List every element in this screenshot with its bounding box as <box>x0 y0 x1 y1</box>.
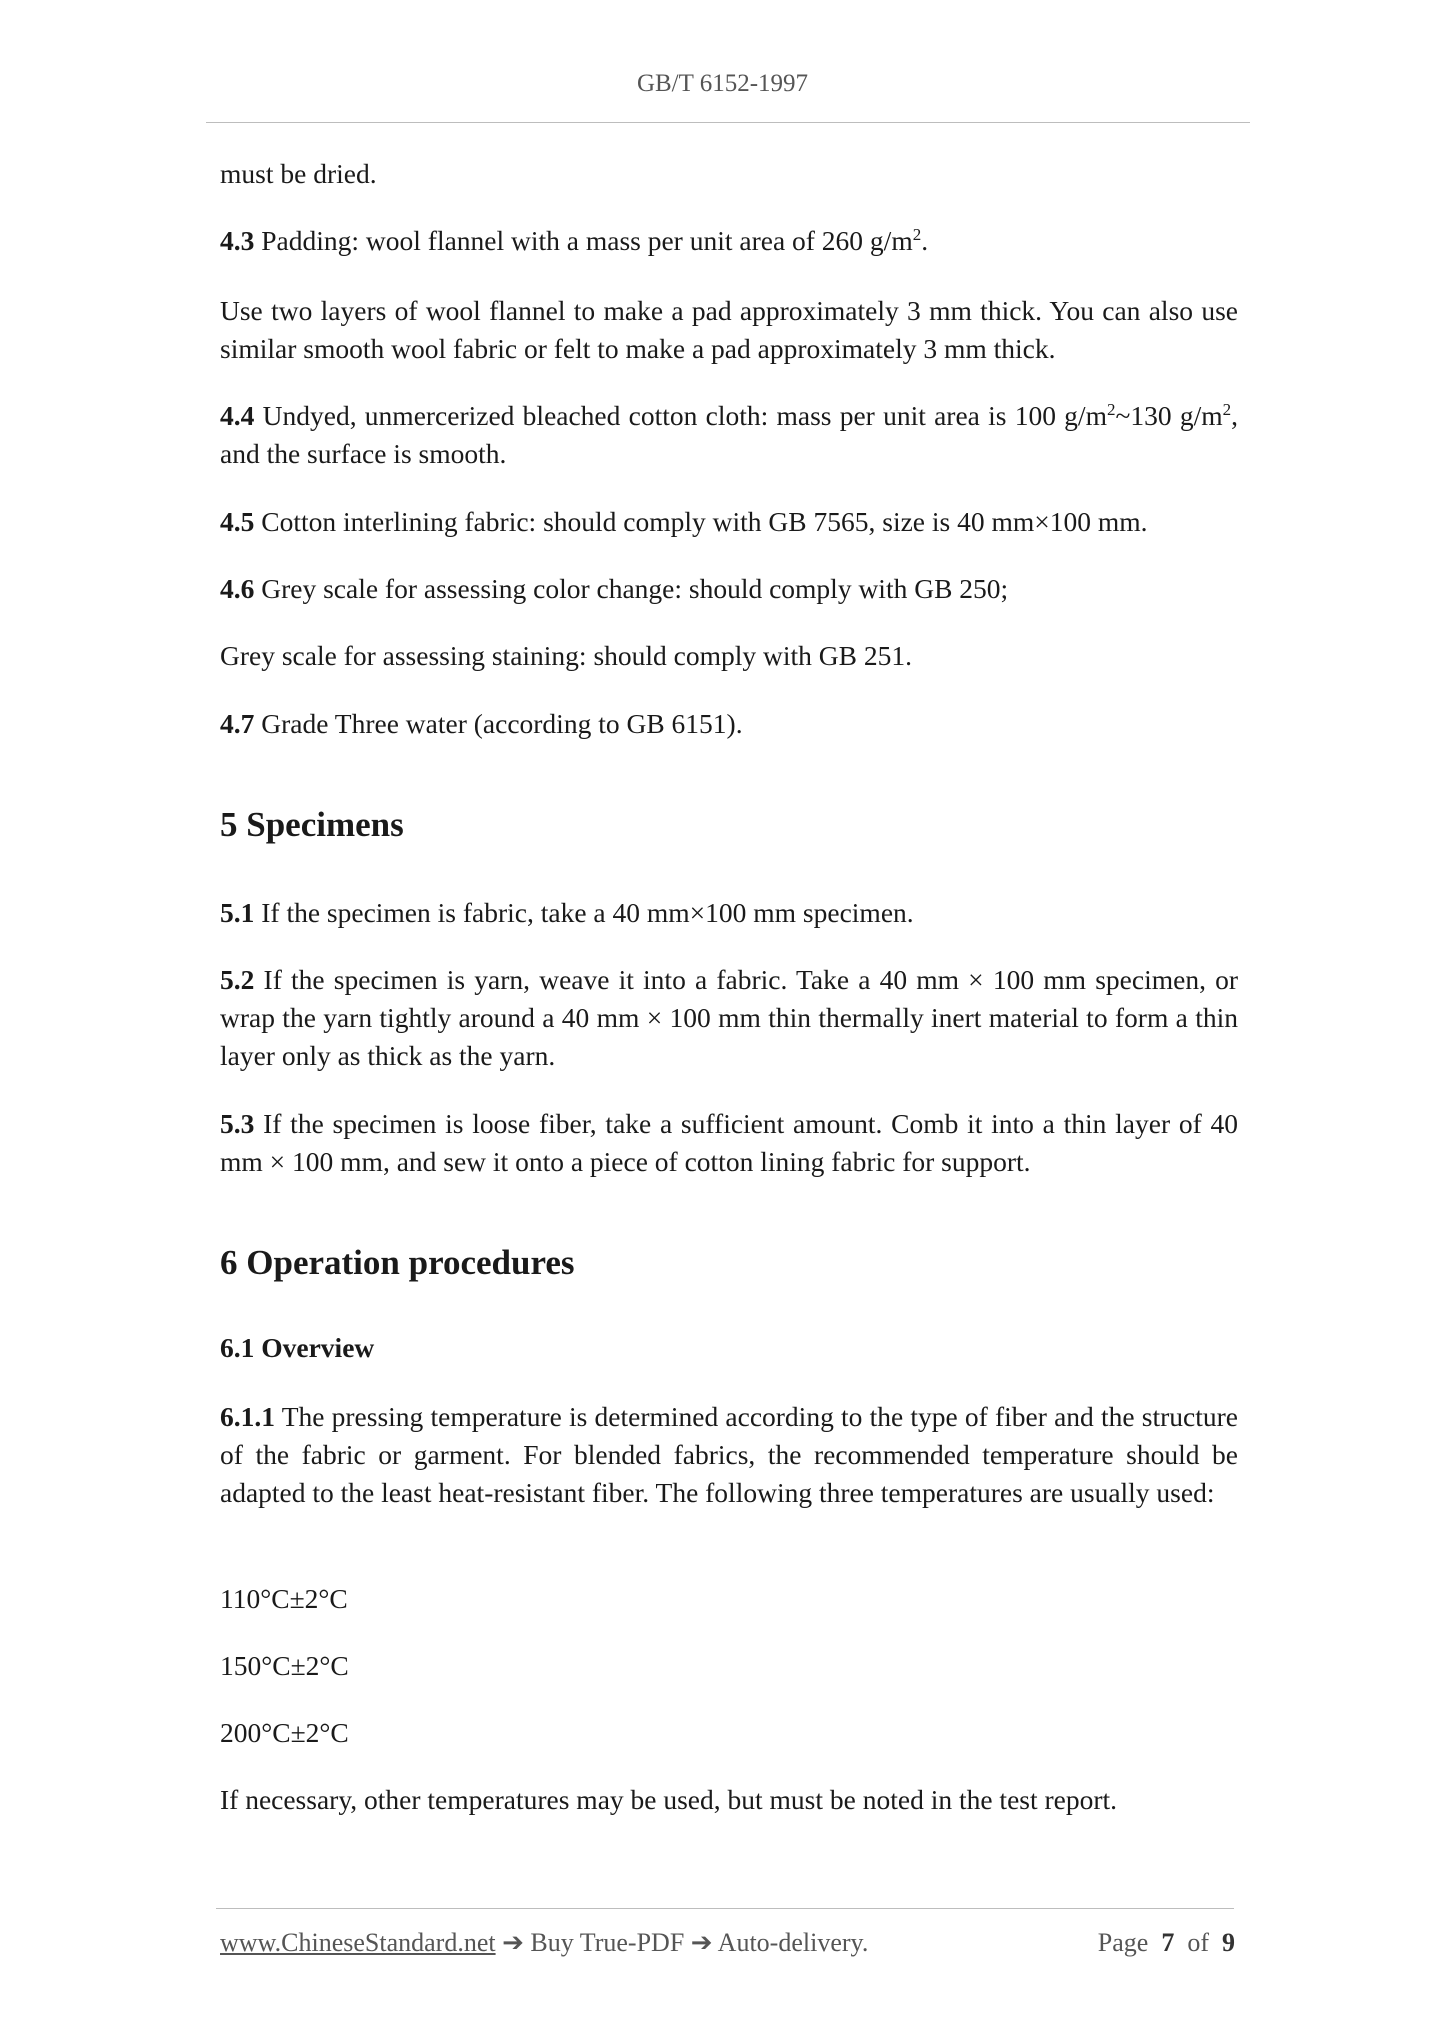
clause-number: 4.5 <box>220 506 255 537</box>
paragraph: must be dried. <box>220 158 377 189</box>
clause-number: 5.2 <box>220 964 255 995</box>
site-link[interactable]: www.ChineseStandard.net <box>220 1928 496 1957</box>
clause-4-4: 4.4 Undyed, unmercerized bleached cotton cloth: mass per unit area is 100 $g/m^2\sim 130$ $g/m^2$, and the surface is smooth. <box>220 399 1238 469</box>
clause-4-3: 4.3 Padding: wool flannel with a mass per unit area of 260 $g/m^2$. <box>220 224 929 256</box>
subsection-heading-6-1: 6.1 Overview <box>220 1332 375 1363</box>
section-heading-5: 5 Specimens <box>220 805 404 844</box>
footer-divider <box>216 1908 1234 1909</box>
paragraph: Grey scale for assessing staining: should comply with GB 251. <box>220 640 912 671</box>
page-header: GB/T 6152-1997 <box>636 70 809 97</box>
page-number: 7 <box>1161 1928 1175 1957</box>
clause-5-1: 5.1 If the specimen is fabric, take a 40 mm×100 mm specimen. <box>220 897 914 928</box>
arrow-right-icon: ➔ <box>690 1928 713 1957</box>
clause-number: 4.6 <box>220 573 255 604</box>
clause-number: 4.3 <box>220 225 255 256</box>
clause-number: 5.3 <box>220 1108 255 1139</box>
temperature-item: 110°C±2°C <box>220 1583 348 1614</box>
clause-4-5: 4.5 Cotton interlining fabric: should comply with GB 7565, size is 40 mm×100 mm. <box>220 506 1148 537</box>
clause-number: 5.1 <box>220 897 255 928</box>
clause-5-3: 5.3 If the specimen is loose fiber, take a sufficient amount. Comb it into a thin layer of 40 mm × 100 mm, and sew it onto a piece of cotton lining fabric for support. <box>220 1108 1238 1177</box>
section-heading-6: 6 Operation procedures <box>220 1243 575 1282</box>
header-divider <box>206 122 1250 123</box>
footer-promo <box>220 1928 868 1958</box>
page-indicator: Page 7 of 9 <box>1097 1928 1235 1957</box>
clause-5-2: 5.2 If the specimen is yarn, weave it into a fabric. Take a 40 mm × 100 mm specimen, or wrap the yarn tightly around a 40 mm × 100 mm thin thermally inert material to form a thin layer only as thick as the yarn. <box>220 964 1239 1071</box>
arrow-right-icon: ➔ <box>502 1928 524 1957</box>
clause-number: 4.7 <box>220 708 255 739</box>
clause-6-1-1: 6.1.1 The pressing temperature is determined according to the type of fiber and the structure of the fabric or garment. For blended fabrics, the recommended temperature should be adapted to the least heat-resistant fiber. The following three temperatures are usually used: <box>220 1401 1238 1508</box>
clause-number: 4.4 <box>220 400 255 431</box>
page-total: 9 <box>1222 1928 1235 1957</box>
paragraph: If necessary, other temperatures may be used, but must be noted in the test report. <box>220 1784 1118 1815</box>
clause-number: 6.1.1 <box>220 1401 275 1432</box>
delivery-text: Auto-delivery. <box>717 1928 869 1957</box>
paragraph: Use two layers of wool flannel to make a pad approximately 3 mm thick. You can also use similar smooth wool fabric or felt to make a pad approximately 3 mm thick. <box>220 295 1238 364</box>
buy-text: Buy True-PDF <box>530 1928 685 1957</box>
clause-4-7: 4.7 Grade Three water (according to GB 6151). <box>220 708 743 739</box>
temperature-item: 200°C±2°C <box>220 1717 349 1748</box>
clause-4-6: 4.6 Grey scale for assessing color change: should comply with GB 250; <box>220 573 1009 604</box>
temperature-item: 150°C±2°C <box>220 1650 349 1681</box>
